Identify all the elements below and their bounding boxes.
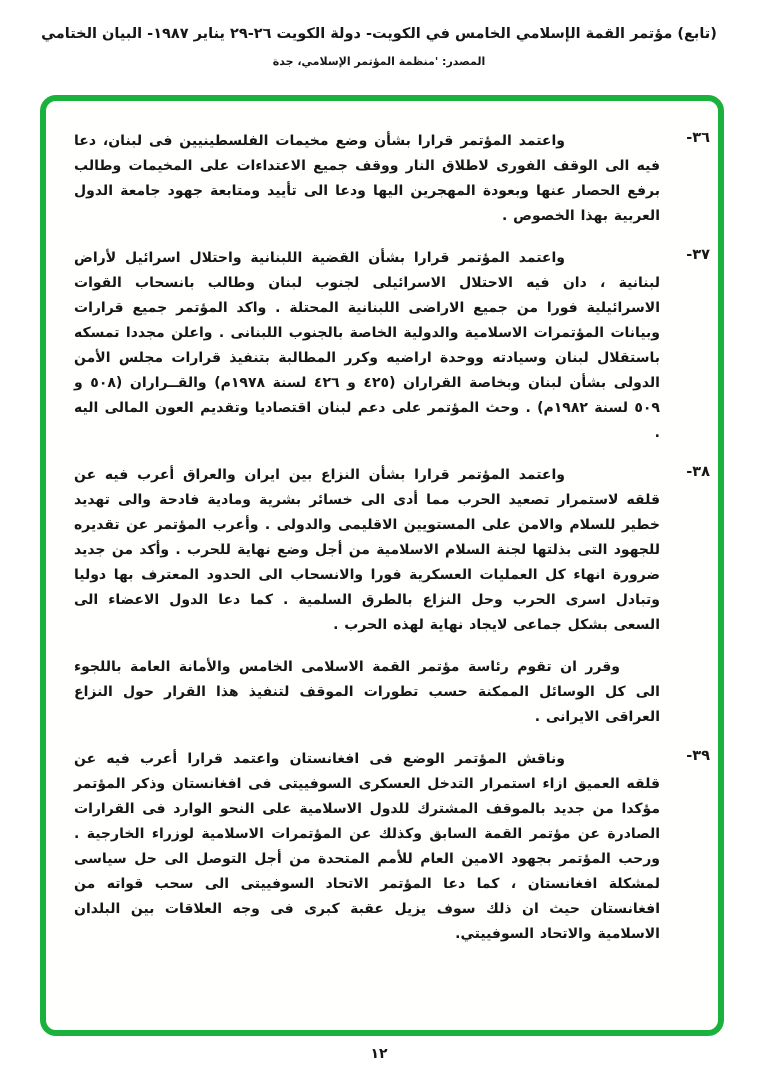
paragraph-37-number: ٣٧- bbox=[686, 247, 710, 263]
paragraph-36-text: واعتمد المؤتمر قرارا بشأن وضع مخيمات الفلسطينيين فى لبنان، دعا فيه الى الوقف الفورى لاطلاق النار ووقف جميع الاعتداءات على المخيمات وطالب برفع الحصار عنها وبعودة المهجرين اليها ودعا الى تأييد ومتابعة جهود جامعة الدول العربية بهذا الخصوص . bbox=[74, 133, 660, 224]
page-number: ١٢ bbox=[370, 1046, 388, 1062]
paragraph-39-number: ٣٩- bbox=[686, 748, 710, 764]
paragraph-37 bbox=[74, 246, 710, 446]
page-header-title: (تابع) مؤتمر القمة الإسلامي الخامس في الكويت- دولة الكويت ٢٦-٢٩ يناير ١٩٨٧- البيان الختامي bbox=[41, 26, 717, 42]
paragraph-38-continuation bbox=[74, 655, 710, 730]
paragraph-39-text: وناقش المؤتمر الوضع فى افغانستان واعتمد قرارا أعرب فيه عن قلقه العميق ازاء استمرار التدخل العسكرى السوفييتى فى افغانستان وذكر المؤتمر مؤكدا من جديد بالموقف المشترك للدول الاسلامية على النحو الوارد فى القرارات الصادرة عن مؤتمر القمة السابق وكذلك عن المؤتمرات الاسلامية لوزراء الخارجية . ورحب المؤتمر بجهود الامين العام للأمم المتحدة من أجل التوصل الى حل سياسى لمشكلة افغانستان ، كما دعا المؤتمر الاتحاد السوفييتى الى سحب قواته من افغانستان حيث ان ذلك سوف يزيل عقبة كبرى فى وجه العلاقات بين البلدان الاسلامية والاتحاد السوفييتي. bbox=[74, 751, 660, 942]
paragraph-38-continuation-text: وقرر ان تقوم رئاسة مؤتمر القمة الاسلامى الخامس والأمانة العامة باللجوء الى كل الوسائل الممكنة حسب تطورات الموقف لتنفيذ هذا القرار حول النزاع العراقى الايرانى . bbox=[74, 659, 660, 725]
document-body bbox=[46, 101, 718, 947]
document-green-frame bbox=[40, 95, 724, 1036]
paragraph-38-text: واعتمد المؤتمر قرارا بشأن النزاع بين ايران والعراق أعرب فيه عن قلقه لاستمرار تصعيد الحرب مما أدى الى خسائر بشرية ومادية فادحة والى تهديد خطير للسلام والامن على المستويين الاقليمى والدولى . وأعرب المؤتمر عن تقديره للجهود التى بذلتها لجنة السلام الاسلامية من أجل وضع نهاية للحرب . وأكد من جديد ضرورة انهاء كل العمليات العسكرية فورا والانسحاب الى الحدود المعترف بها دوليا وتبادل اسرى الحرب وحل النزاع بالطرق السلمية . كما دعا الدول الاعضاء الى السعى بشكل جماعى لايجاد نهاية لهذه الحرب . bbox=[74, 467, 660, 633]
paragraph-38 bbox=[74, 463, 710, 638]
paragraph-39 bbox=[74, 747, 710, 947]
paragraph-37-text: واعتمد المؤتمر قرارا بشأن القضية اللبنانية واحتلال اسرائيل لأراض لبنانية ، دان فيه الاحتلال الاسرائيلى لجنوب لبنان وطالب بانسحاب القوات الاسرائيلية فورا من جميع الاراضى اللبنانية المحتلة . واكد المؤتمر جميع قرارات وبيانات المؤتمرات الاسلامية والدولية الخاصة بالجنوب اللبنانى . واعلن مجددا تمسكه باستقلال لبنان وسيادته ووحدة اراضيه وكرر المطالبة بتنفيذ قرارات مجلس الأمن الدولى بشأن لبنان وبخاصة القراران (٤٢٥ و ٤٢٦ لسنة ١٩٧٨م) والقــراران (٥٠٨ و ٥٠٩ لسنة ١٩٨٢م) . وحث المؤتمر على دعم لبنان اقتصاديا وتقديم العون المالى اليه . bbox=[74, 250, 660, 441]
paragraph-36 bbox=[74, 129, 710, 229]
source-line: المصدر: 'منظمة المؤتمر الإسلامي، جدة bbox=[272, 55, 486, 68]
paragraph-36-number: ٣٦- bbox=[686, 130, 710, 146]
paragraph-38-continuation-number bbox=[660, 655, 710, 730]
paragraph-38-number: ٣٨- bbox=[686, 464, 710, 480]
